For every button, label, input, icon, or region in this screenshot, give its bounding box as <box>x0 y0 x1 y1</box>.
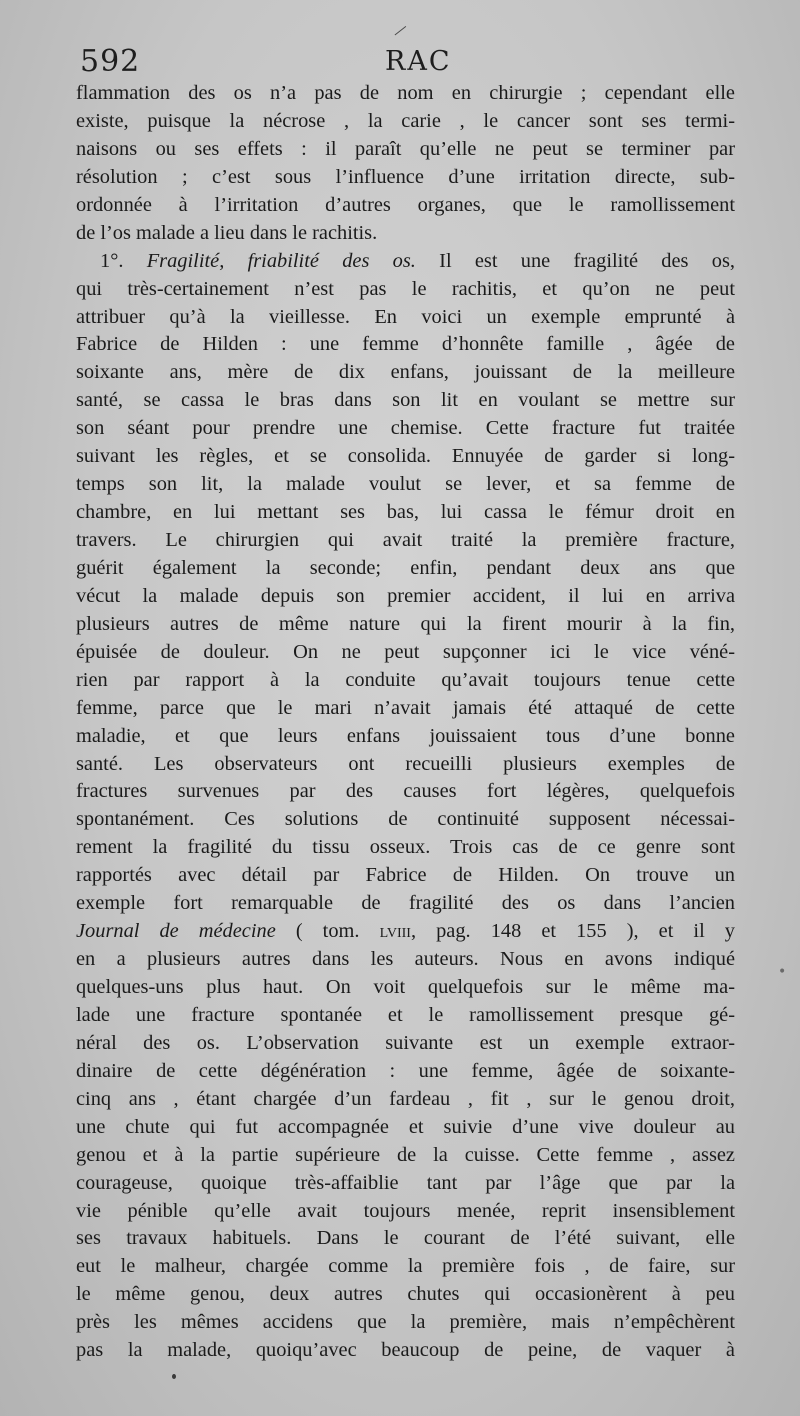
text-line-12: santé, se cassa le bras dans son lit en voulant se mettre sur <box>76 389 735 412</box>
text-line-21: épuisée de douleur. On ne peut supçonner ici le vice véné- <box>76 640 735 663</box>
text-line-44: le même genou, deux autres chutes qui occasionèrent à peu <box>76 1283 735 1306</box>
ink-mark-top <box>395 26 408 37</box>
text-line-3: naisons ou ses effets : il paraît qu’elle ne peut se terminer par <box>76 137 735 160</box>
tome-number: lviii <box>379 920 411 943</box>
running-head: RAC <box>385 46 452 77</box>
text-line-10: Fabrice de Hilden : une femme d’honnête famille , âgée de <box>76 333 735 356</box>
text-line-27: spontanément. Ces solutions de continuité supposent nécessai- <box>76 808 735 831</box>
body-text <box>76 80 735 1365</box>
text-line-20: plusieurs autres de même nature qui la firent mourir à la fin, <box>76 612 735 635</box>
text-line-9: attribuer qu’à la vieillesse. En voici un exemple emprunté à <box>76 305 735 328</box>
margin-speck: • <box>778 964 787 980</box>
text-line-41: vie pénible qu’elle avait toujours menée, reprit insensiblement <box>76 1199 735 1222</box>
text-line-11: soixante ans, mère de dix enfans, jouissant de la meilleure <box>76 361 735 384</box>
text-line-18: guérit également la seconde; enfin, pendant deux ans que <box>76 556 735 579</box>
text-line-26: fractures survenues par des causes fort légères, quelquefois <box>76 780 735 803</box>
page-number: 592 <box>80 44 141 79</box>
text-line-29: rapportés avec détail par Fabrice de Hilden. On trouve un <box>76 864 735 887</box>
tome-open: ( tom. <box>295 920 360 943</box>
ink-speck-bottom <box>172 1374 176 1379</box>
text-line-38: une chute qui fut accompagnée et suivie d’une vive douleur au <box>76 1115 735 1138</box>
text-line-30: exemple fort remarquable de fragilité des os dans l’ancien <box>76 892 735 915</box>
text-line-36: dinaire de cette dégénération : une femme, âgée de soixante- <box>76 1059 735 1082</box>
text-line-40: courageuse, quoique très-affaiblie tant par l’âge que par la <box>76 1171 735 1194</box>
text-line-6: de l’os malade a lieu dans le rachitis. <box>76 221 378 244</box>
text-line-39: genou et à la partie supérieure de la cuisse. Cette femme , assez <box>76 1143 735 1166</box>
section-heading-rest: Il est une fragilité des os, <box>439 249 735 272</box>
text-line-25: santé. Les observateurs ont recueilli plusieurs exemples de <box>76 752 735 775</box>
text-line-5: ordonnée à l’irritation d’autres organes, que le ramollissement <box>76 193 735 216</box>
text-line-32: en a plusieurs autres dans les auteurs. Nous en avons indiqué <box>76 948 735 971</box>
section-title: Fragilité, friabilité des os. <box>146 249 416 272</box>
text-line-28: rement la fragilité du tissu osseux. Trois cas de ce genre sont <box>76 836 735 859</box>
text-line-8: qui très-certainement n’est pas le rachitis, et qu’on ne peut <box>76 277 735 300</box>
text-line-1: flammation des os n’a pas de nom en chirurgie ; cependant elle <box>76 82 735 104</box>
journal-title: Journal de médecine <box>76 920 276 943</box>
text-line-24: maladie, et que leurs enfans jouissaient tous d’une bonne <box>76 724 735 747</box>
text-line-37: cinq ans , étant chargée d’un fardeau , fit , sur le genou droit, <box>76 1087 735 1110</box>
journal-reference-line <box>76 918 735 946</box>
tome-separator: , <box>410 920 417 943</box>
text-line-22: rien par rapport à la conduite qu’avait toujours tenue cette <box>76 668 735 691</box>
text-line-16: chambre, en lui mettant ses bas, lui cassa le fémur droit en <box>76 501 735 524</box>
text-line-4: résolution ; c’est sous l’influence d’une irritation directe, sub- <box>76 165 735 188</box>
text-line-15: temps son lit, la malade voulut se lever, et sa femme de <box>76 473 735 496</box>
text-line-19: vécut la malade depuis son premier accident, il lui en arriva <box>76 584 735 607</box>
text-line-35: néral des os. L’observation suivante est un exemple extraor- <box>76 1031 735 1054</box>
text-line-42: ses travaux habituels. Dans le courant de l’été suivant, elle <box>76 1227 735 1250</box>
text-line-2: existe, puisque la nécrose , la carie , le cancer sont ses termi- <box>76 109 735 132</box>
text-line-46: pas la malade, quoiqu’avec beaucoup de peine, de vaquer à <box>76 1339 735 1362</box>
text-line-14: suivant les règles, et se consolida. Ennuyée de garder si long- <box>76 445 735 468</box>
journal-reference-rest: pag. 148 et 155 ), et il y <box>436 920 736 943</box>
section-heading-line <box>76 248 735 276</box>
text-line-34: lade une fracture spontanée et le ramollissement presque gé- <box>76 1003 735 1026</box>
text-line-33: quelques-uns plus haut. On voit quelquefois sur le même ma- <box>76 976 735 998</box>
text-line-45: près les mêmes accidens que la première, mais n’empêchèrent <box>76 1311 735 1334</box>
text-line-23: femme, parce que le mari n’avait jamais été attaqué de cette <box>76 696 735 719</box>
text-line-17: travers. Le chirurgien qui avait traité la première fracture, <box>76 529 735 551</box>
text-line-43: eut le malheur, chargée comme la première fois , de faire, sur <box>76 1255 735 1278</box>
page-header <box>80 44 740 84</box>
section-number: 1°. <box>100 249 124 272</box>
text-line-13: son séant pour prendre une chemise. Cette fracture fut traitée <box>76 417 735 440</box>
